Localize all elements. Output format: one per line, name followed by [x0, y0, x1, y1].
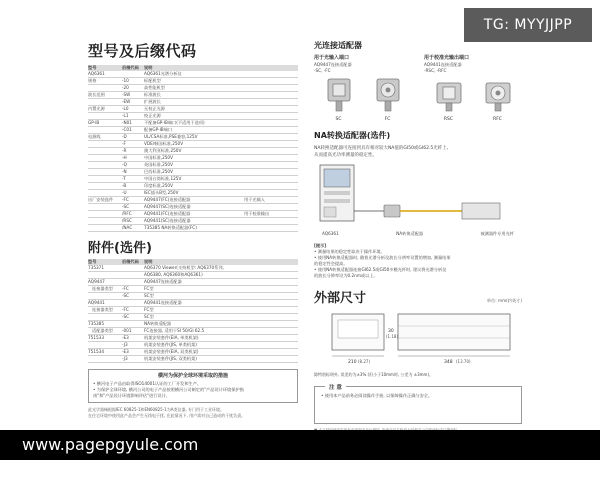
table-cell	[244, 307, 298, 313]
table-cell: 出厂安装选件	[88, 197, 114, 202]
table-row	[88, 85, 298, 92]
connector-rsc	[434, 77, 464, 122]
tip-line: • 使用NA转换适配器时, 随着光谱分析仪波长分辨率设置的增加, 测量结果	[314, 255, 451, 260]
table-cell: AQ9447(SC)连接适配器	[144, 204, 191, 209]
table-cell: NA转换适配器	[144, 321, 171, 326]
table-row	[88, 141, 298, 148]
table-cell	[244, 265, 298, 271]
table-cell: 机架安装套件(EIA, 双类机架)	[144, 349, 199, 354]
header-cell: 说明	[144, 65, 153, 70]
header-cell: 说明	[144, 259, 153, 264]
table-row	[88, 286, 298, 293]
tip-title: [提示]	[314, 243, 327, 248]
na-description-line: 从而提高光功率测量的稳定性。	[314, 153, 377, 158]
table-cell: AQ9447	[88, 279, 105, 284]
dim-gap-inch: (1.18)	[386, 334, 399, 339]
na-adapter-figure	[314, 163, 522, 225]
table-cell	[244, 127, 298, 133]
table-cell: -F	[122, 141, 126, 146]
table-cell: -FC	[122, 286, 129, 291]
table-cell: 735385 NA转换适配器(FC)	[144, 225, 197, 230]
caution-box	[314, 386, 522, 424]
table-cell	[88, 314, 122, 320]
watermark-bottom: www.pagepgyule.com	[0, 430, 600, 460]
connector-fc	[373, 77, 403, 122]
tip-line: • 测量结果的稳定性取决于操作环境。	[314, 249, 385, 254]
table-cell: 规格	[88, 78, 97, 83]
footnote-line: 此光学器械根据IEC 60825-1和EN60825-1为A类仪器, 专门用于工业环境。	[88, 407, 224, 412]
table-cell	[88, 211, 122, 217]
table-cell: 751534	[88, 349, 104, 354]
model-table-body	[88, 71, 298, 232]
adapter-input-title: 用于光输入端口	[314, 55, 350, 61]
table-row	[88, 127, 298, 134]
table-cell	[244, 286, 298, 292]
left-column	[88, 40, 298, 419]
table-cell: 机架安装套件(JIS, 单类机架)	[144, 342, 197, 347]
table-cell: AQ6380, AQ6360和AQ6361)	[144, 272, 203, 277]
table-cell	[244, 328, 298, 334]
table-cell	[244, 155, 298, 161]
table-cell: -SC	[122, 293, 130, 298]
table-cell	[122, 279, 144, 285]
table-cell: -E3	[122, 349, 129, 354]
connector-sc-icon	[324, 77, 354, 113]
table-row	[88, 78, 298, 85]
adapter-group	[314, 55, 522, 122]
dim-depth-inch: (13.70)	[456, 359, 471, 364]
table-row	[88, 314, 298, 321]
table-row	[88, 321, 298, 328]
table-cell: -H	[122, 155, 127, 160]
table-cell: 波长范围	[88, 92, 105, 97]
table-cell: AQ9441	[88, 300, 105, 305]
table-row	[88, 335, 298, 342]
na-section-title: NA转换适配器(选件)	[314, 131, 391, 140]
table-cell	[244, 314, 298, 320]
header-cell: 后缀代码	[122, 259, 139, 264]
table-row	[88, 204, 298, 211]
table-row	[88, 328, 298, 335]
table-row	[88, 293, 298, 300]
table-cell	[244, 169, 298, 175]
environment-note	[88, 369, 298, 403]
side-view	[398, 314, 510, 350]
table-cell	[88, 183, 122, 189]
dut-fiber-box	[462, 203, 500, 219]
table-row	[88, 183, 298, 190]
connector-rfc	[483, 77, 513, 122]
na-description-line: NA转换适配器可连接到具有相对较大NA值的GI50或GI62.5光纤上,	[314, 146, 449, 151]
table-cell	[244, 321, 298, 327]
connector-rfc-label: RFC	[493, 117, 502, 122]
table-cell: -R	[122, 148, 127, 153]
environment-note-line: 南"和"产品设计环境影响评估"进行设计。	[93, 393, 170, 398]
table-cell	[244, 99, 298, 105]
table-cell: 配备GP-IB端口	[144, 127, 173, 132]
table-cell: 连接器类型	[92, 286, 113, 291]
adapter-input	[314, 55, 412, 122]
environment-note-line: • 为保护全球环境, 横河公司的电子产品按照横河公司制定的"产品设计环境保护指	[93, 387, 244, 392]
table-row	[88, 300, 298, 307]
table-cell: 机架安装套件(EIA, 单类机架)	[144, 335, 199, 340]
connector-rsc-icon	[434, 77, 464, 113]
table-cell	[244, 92, 298, 98]
model-section-title: 型号及后缀代码	[88, 42, 197, 60]
table-cell: 适配器类型	[92, 328, 113, 333]
table-cell: 连接器类型	[92, 307, 113, 312]
dimension-title: 外部尺寸	[314, 291, 367, 306]
table-cell	[244, 272, 298, 278]
table-cell	[244, 106, 298, 112]
table-cell: -20	[122, 85, 129, 90]
table-cell	[244, 190, 298, 196]
table-cell: -B	[122, 183, 127, 188]
table-row	[88, 272, 298, 279]
table-cell	[244, 78, 298, 84]
table-cell	[88, 176, 122, 182]
table-row	[88, 218, 298, 225]
dim-width-inch: (8.27)	[358, 359, 371, 364]
tip-line: • 使用NA转换适配器连接GI62.5或GI50多模光纤时, 建议将光谱分析仪	[314, 267, 447, 272]
table-cell: SC型	[144, 293, 154, 298]
table-cell	[88, 148, 122, 154]
table-cell: -SC	[122, 314, 130, 319]
table-cell: AQ9441连接适配器	[144, 300, 182, 305]
adapter-calibration	[424, 55, 522, 122]
footnote	[88, 407, 298, 419]
table-cell: AQ6361光谱分析仪	[144, 71, 182, 76]
table-cell	[122, 300, 144, 306]
table-cell	[244, 134, 298, 140]
table-row	[88, 225, 298, 232]
table-cell	[244, 113, 298, 119]
table-row	[88, 120, 298, 127]
accessory-table	[88, 259, 298, 363]
table-cell	[88, 342, 122, 348]
table-row	[88, 99, 298, 106]
connector-sc	[324, 77, 354, 122]
table-cell: 电源线	[88, 134, 101, 139]
table-cell: -J3	[122, 356, 128, 361]
table-cell: -D	[122, 134, 127, 139]
table-cell: UL/CSA标准,PSE兼容,125V	[144, 134, 198, 139]
table-cell: -U	[122, 190, 127, 195]
table-cell: FC型	[144, 307, 154, 312]
dimension-drawing	[314, 306, 522, 366]
watermark-top: TG: MYYJJPP	[464, 8, 592, 42]
table-row	[88, 134, 298, 141]
table-cell: 735385	[88, 321, 104, 326]
table-cell	[88, 356, 122, 362]
dim-gap: 30	[388, 329, 394, 334]
table-cell: -FC	[122, 307, 129, 312]
table-cell: 机架安装套件(JIS, 双类机架)	[144, 356, 197, 361]
table-cell	[244, 225, 298, 231]
adapter-input-suffix: -SC, -FC	[314, 68, 331, 73]
connector-fc-label: FC	[384, 117, 391, 122]
tip-line: 的波长分辨率设为0.2nm或以上。	[314, 273, 378, 278]
table-cell	[244, 218, 298, 224]
table-cell	[244, 183, 298, 189]
header-cell: 型号	[88, 65, 97, 70]
right-column	[314, 40, 522, 433]
na-caption: AQ6361	[322, 231, 339, 236]
table-row	[88, 307, 298, 314]
table-cell: -N01	[122, 120, 132, 125]
adapter-section-title: 光连接适配器	[314, 41, 362, 50]
tip-box	[314, 243, 522, 279]
table-row	[88, 279, 298, 286]
table-cell: AQ6370 Viewer(支持机型: AQ6370系列,	[144, 265, 224, 270]
table-cell: 中国台湾标准,125V	[144, 176, 182, 181]
table-row	[88, 190, 298, 197]
table-cell: 标准波长	[144, 92, 161, 97]
adapter-calibration-title: 用于校准光输出端口	[424, 55, 470, 61]
table-cell: -T	[122, 176, 126, 181]
accessory-table-body	[88, 265, 298, 363]
table-cell: 校正光源	[144, 113, 161, 118]
footnote-line: 在住宅环境中使用此产品会产生无线电干扰, 在此情况下, 用户需对自己造成的干扰负责。	[88, 413, 246, 418]
table-cell	[88, 169, 122, 175]
table-cell	[244, 176, 298, 182]
table-cell	[244, 204, 298, 210]
table-cell	[88, 127, 122, 133]
table-cell: 澳大利亚标准,250V	[144, 148, 182, 153]
table-row	[88, 71, 298, 78]
table-cell: 英国标准,250V	[144, 162, 173, 167]
table-cell: -E3	[122, 335, 129, 340]
table-cell: AQ9447(FC)连接适配器	[144, 197, 191, 202]
connector-fc-icon	[373, 77, 403, 113]
table-cell	[88, 225, 122, 231]
table-cell	[244, 279, 298, 285]
table-cell	[244, 141, 298, 147]
table-cell	[122, 71, 144, 77]
table-cell: IEC插头B型,250V	[144, 190, 179, 195]
table-cell: AQ9447连接适配器	[144, 279, 182, 284]
table-cell: -EW	[122, 99, 131, 104]
adapter-input-model: AQ9447连接适配器	[314, 62, 352, 67]
table-cell: 中国标准,250V	[144, 155, 173, 160]
table-cell: 扩展波长	[144, 99, 161, 104]
table-row	[88, 113, 298, 120]
table-cell	[244, 71, 298, 77]
table-cell: 751533	[88, 335, 104, 340]
table-cell: -10	[122, 78, 129, 83]
table-cell	[88, 204, 122, 210]
adapter-calibration-suffix: -RSC, -RFC	[424, 68, 447, 73]
table-row	[88, 92, 298, 99]
connector-sc-label: SC	[335, 117, 342, 122]
table-cell: /NAC	[122, 225, 133, 230]
table-cell: /RSC	[122, 218, 132, 223]
table-cell: 用于光输入	[244, 197, 265, 202]
table-cell	[244, 349, 298, 355]
table-row	[88, 197, 298, 204]
table-cell	[244, 293, 298, 299]
table-cell: -N	[122, 169, 127, 174]
table-cell	[88, 155, 122, 161]
table-row	[88, 211, 298, 218]
table-cell: -J3	[122, 342, 128, 347]
table-cell: -SW	[122, 92, 131, 97]
table-cell: SC型	[144, 314, 154, 319]
table-row	[88, 106, 298, 113]
table-cell	[88, 218, 122, 224]
table-cell	[88, 113, 122, 119]
table-cell	[244, 300, 298, 306]
table-cell: 标配机型	[144, 78, 161, 83]
na-caption: 被测器件专用光纤	[480, 231, 514, 236]
table-cell: 无校正光源	[144, 106, 165, 111]
table-cell	[244, 342, 298, 348]
environment-note-title: 横河为保护全球环境采取的措施	[157, 373, 228, 379]
table-row	[88, 169, 298, 176]
table-cell: -001	[122, 328, 132, 333]
table-cell: 用于校准输出	[244, 211, 270, 216]
caution-tag: 注 意	[325, 383, 346, 391]
na-adapter-shape	[384, 205, 400, 217]
table-cell: FC型	[144, 286, 154, 291]
table-cell	[244, 356, 298, 362]
instrument-screen	[324, 169, 350, 187]
na-caption: NA转换适配器	[396, 231, 424, 236]
accessory-section-title: 附件(选件)	[88, 241, 152, 256]
table-cell: 巴西标准,250V	[144, 169, 173, 174]
table-cell	[122, 272, 144, 278]
table-cell: -Q	[122, 162, 127, 167]
table-cell: VDE/韩国标准,250V	[144, 141, 184, 146]
table-cell: AQ6361	[88, 71, 105, 76]
table-cell: GP-IB	[88, 120, 100, 125]
table-cell: 735371	[88, 265, 104, 270]
table-row	[88, 176, 298, 183]
table-cell	[244, 85, 298, 91]
tip-line: 的稳定性会提高。	[314, 261, 348, 266]
table-cell: AQ9441(SC)连接适配器	[144, 218, 191, 223]
table-row	[88, 162, 298, 169]
dim-width: 210	[348, 360, 357, 365]
table-cell	[88, 141, 122, 147]
table-cell: FC连接器, 适用于SI 50/GI 62.5	[144, 328, 205, 333]
table-cell: -L0	[122, 106, 129, 111]
table-cell: -SC	[122, 204, 130, 209]
model-table	[88, 65, 298, 232]
table-cell: AQ9441(FC)连接适配器	[144, 211, 191, 216]
table-cell	[88, 272, 122, 278]
dimension-note: 除特别标明外, 误差约为±3% (但小于10mm时, 公差为 ±3mm)。	[314, 372, 434, 377]
na-captions	[314, 229, 522, 237]
table-row	[88, 349, 298, 356]
table-cell	[244, 335, 298, 341]
header-cell: 型号	[88, 259, 97, 264]
table-cell: -L1	[122, 113, 129, 118]
dimension-header	[314, 287, 522, 306]
adapter-calibration-model: AQ9441连接适配器	[424, 62, 462, 67]
na-description	[314, 145, 522, 159]
dimension-unit: 单位: mm(约英寸)	[486, 298, 522, 303]
table-cell	[88, 85, 122, 91]
table-cell	[88, 293, 122, 299]
table-cell: -FC	[122, 197, 129, 202]
table-row	[88, 342, 298, 349]
table-cell: 不配备GP-IB端口(不适用于选项)	[144, 120, 205, 125]
connector-rfc-icon	[483, 77, 513, 113]
table-cell	[244, 120, 298, 126]
table-cell	[244, 148, 298, 154]
table-cell: 高性能机型	[144, 85, 165, 90]
table-cell: /RFC	[122, 211, 132, 216]
table-row	[88, 148, 298, 155]
header-cell: 后缀代码	[122, 65, 139, 70]
caution-text: • 使用本产品前务必阅读操作手册, 以保障操作正确与安全。	[321, 393, 433, 398]
table-cell	[244, 162, 298, 168]
environment-note-line: • 横河电子产品由取得ISO14001认证的工厂开发和生产。	[93, 381, 202, 386]
dim-depth: 348	[444, 360, 453, 365]
table-cell	[122, 265, 144, 271]
table-row	[88, 155, 298, 162]
table-cell: 印度标准,250V	[144, 183, 173, 188]
table-cell	[88, 99, 122, 105]
table-cell	[88, 162, 122, 168]
table-row	[88, 265, 298, 272]
table-row	[88, 356, 298, 363]
table-cell: 内置光源	[88, 106, 105, 111]
table-cell: -C01	[122, 127, 132, 132]
table-cell	[88, 190, 122, 196]
table-cell	[122, 321, 144, 327]
connector-rsc-label: RSC	[443, 117, 454, 122]
